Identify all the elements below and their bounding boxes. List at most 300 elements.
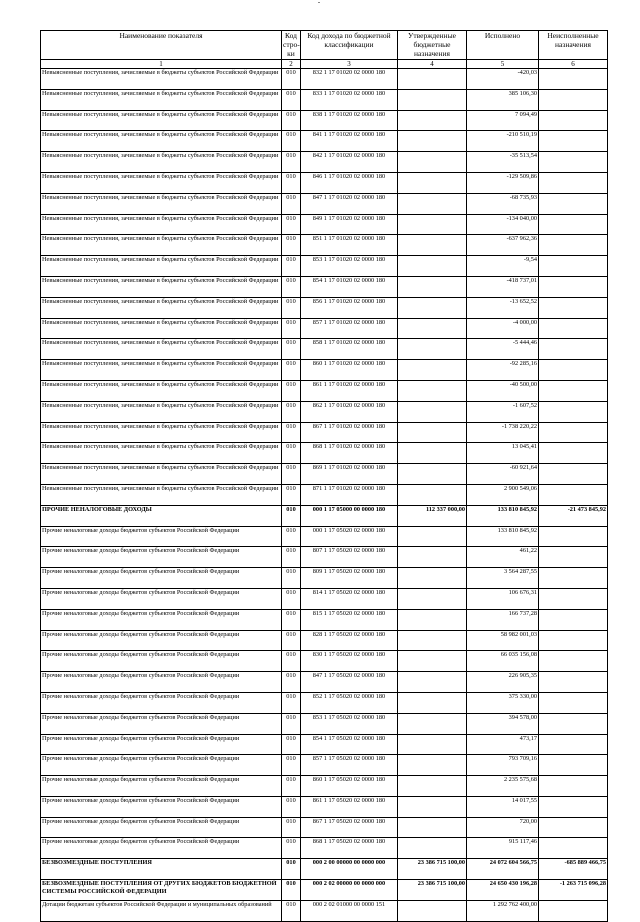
line-code-cell: 010 [282,401,301,422]
income-code-cell: 861 1 17 05020 02 0000 180 [301,796,398,817]
unexecuted-amount-cell [539,630,608,651]
line-code-cell: 010 [282,276,301,297]
approved-amount-cell [398,401,467,422]
line-code-cell: 010 [282,880,301,901]
line-code-cell: 010 [282,131,301,152]
table-row [41,235,608,256]
approved-amount-cell [398,588,467,609]
income-code-cell: 000 2 02 00000 00 0000 000 [301,880,398,901]
line-code-cell: 010 [282,838,301,859]
indicator-name-cell: Прочие неналоговые доходы бюджетов субъектов Российской Федерации [41,568,282,589]
line-code-cell: 010 [282,464,301,485]
line-code-cell: 010 [282,651,301,672]
unexecuted-amount-cell: -685 889 466,75 [539,859,608,880]
executed-amount-cell: 66 035 156,08 [467,651,539,672]
approved-amount-cell [398,734,467,755]
indicator-name-cell: Прочие неналоговые доходы бюджетов субъектов Российской Федерации [41,630,282,651]
income-code-cell: 867 1 17 05020 02 0000 180 [301,817,398,838]
unexecuted-amount-cell [539,235,608,256]
table-row [41,734,608,755]
executed-amount-cell: -134 040,00 [467,214,539,235]
approved-amount-cell [398,339,467,360]
income-code-cell: 841 1 17 01020 02 0000 180 [301,131,398,152]
table-row [41,380,608,401]
income-code-cell: 860 1 17 01020 02 0000 180 [301,360,398,381]
approved-amount-cell [398,380,467,401]
column-number: 3 [301,60,398,69]
indicator-name-cell: Невыясненные поступления, зачисляемые в бюджеты субъектов Российской Федерации [41,443,282,464]
income-code-cell: 815 1 17 05020 02 0000 180 [301,609,398,630]
table-row [41,526,608,547]
table-row [41,360,608,381]
executed-amount-cell: 24 650 430 196,28 [467,880,539,901]
executed-amount-cell: -9,54 [467,256,539,277]
approved-amount-cell [398,796,467,817]
header-row [41,31,608,60]
column-number-row [41,60,608,69]
executed-amount-cell: -210 510,19 [467,131,539,152]
indicator-name-cell: Прочие неналоговые доходы бюджетов субъектов Российской Федерации [41,692,282,713]
executed-amount-cell: 720,00 [467,817,539,838]
indicator-name-cell: Невыясненные поступления, зачисляемые в бюджеты субъектов Российской Федерации [41,318,282,339]
unexecuted-amount-cell [539,89,608,110]
income-code-cell: 871 1 17 01020 02 0000 180 [301,484,398,505]
unexecuted-amount-cell [539,734,608,755]
executed-amount-cell: -92 285,16 [467,360,539,381]
indicator-name-cell: Прочие неналоговые доходы бюджетов субъектов Российской Федерации [41,713,282,734]
income-code-cell: 868 1 17 05020 02 0000 180 [301,838,398,859]
approved-amount-cell [398,526,467,547]
income-code-cell: 854 1 17 05020 02 0000 180 [301,734,398,755]
table-row [41,651,608,672]
unexecuted-amount-cell [539,69,608,90]
line-code-cell: 010 [282,235,301,256]
table-row [41,193,608,214]
executed-amount-cell: 58 982 001,03 [467,630,539,651]
executed-amount-cell: -637 962,36 [467,235,539,256]
col-header-exec: Исполнено [467,31,539,60]
approved-amount-cell: 23 386 715 100,00 [398,859,467,880]
executed-amount-cell: 473,17 [467,734,539,755]
approved-amount-cell [398,235,467,256]
indicator-name-cell: БЕЗВОЗМЕЗДНЫЕ ПОСТУПЛЕНИЯ [41,859,282,880]
approved-amount-cell [398,630,467,651]
line-code-cell: 010 [282,568,301,589]
approved-amount-cell [398,443,467,464]
executed-amount-cell: -418 737,01 [467,276,539,297]
indicator-name-cell: Невыясненные поступления, зачисляемые в бюджеты субъектов Российской Федерации [41,380,282,401]
income-code-cell: 807 1 17 05020 02 0000 180 [301,547,398,568]
executed-amount-cell: 461,22 [467,547,539,568]
indicator-name-cell: Прочие неналоговые доходы бюджетов субъектов Российской Федерации [41,609,282,630]
executed-amount-cell: 915 117,46 [467,838,539,859]
table-row [41,318,608,339]
unexecuted-amount-cell [539,152,608,173]
approved-amount-cell: 112 337 000,00 [398,505,467,526]
income-code-cell: 867 1 17 01020 02 0000 180 [301,422,398,443]
approved-amount-cell [398,214,467,235]
table-row [41,69,608,90]
line-code-cell: 010 [282,713,301,734]
executed-amount-cell: 24 072 604 566,75 [467,859,539,880]
line-code-cell: 010 [282,152,301,173]
table-row [41,339,608,360]
indicator-name-cell: Невыясненные поступления, зачисляемые в бюджеты субъектов Российской Федерации [41,464,282,485]
income-code-cell: 846 1 17 01020 02 0000 180 [301,172,398,193]
income-code-cell: 853 1 17 01020 02 0000 180 [301,256,398,277]
table-row [41,505,608,526]
income-code-cell: 862 1 17 01020 02 0000 180 [301,401,398,422]
approved-amount-cell [398,69,467,90]
table-row [41,817,608,838]
line-code-cell: 010 [282,672,301,693]
income-code-cell: 852 1 17 05020 02 0000 180 [301,692,398,713]
unexecuted-amount-cell [539,422,608,443]
income-code-cell: 856 1 17 01020 02 0000 180 [301,297,398,318]
table-row [41,692,608,713]
income-code-cell: 853 1 17 05020 02 0000 180 [301,713,398,734]
executed-amount-cell: 793 709,16 [467,755,539,776]
approved-amount-cell [398,713,467,734]
unexecuted-amount-cell [539,568,608,589]
indicator-name-cell: Дотации бюджетам субъектов Российской Федерации и муниципальных образований [41,900,282,921]
approved-amount-cell [398,256,467,277]
table-row [41,713,608,734]
executed-amount-cell: 166 737,28 [467,609,539,630]
indicator-name-cell: Прочие неналоговые доходы бюджетов субъектов Российской Федерации [41,755,282,776]
col-header-code: Код стро-ки [283,31,300,58]
line-code-cell: 010 [282,422,301,443]
approved-amount-cell [398,568,467,589]
indicator-name-cell: ПРОЧИЕ НЕНАЛОГОВЫЕ ДОХОДЫ [41,505,282,526]
table-row [41,630,608,651]
line-code-cell: 010 [282,380,301,401]
column-number: 2 [282,60,301,69]
table-row [41,588,608,609]
unexecuted-amount-cell [539,796,608,817]
unexecuted-amount-cell [539,297,608,318]
budget-report-table [40,30,608,922]
table-row [41,443,608,464]
unexecuted-amount-cell [539,755,608,776]
executed-amount-cell: 1 292 762 400,00 [467,900,539,921]
line-code-cell: 010 [282,339,301,360]
executed-amount-cell: 2 235 575,68 [467,776,539,797]
table-row [41,401,608,422]
column-number: 5 [467,60,539,69]
unexecuted-amount-cell [539,214,608,235]
unexecuted-amount-cell [539,256,608,277]
income-code-cell: 847 1 17 01020 02 0000 180 [301,193,398,214]
line-code-cell: 010 [282,588,301,609]
line-code-cell: 010 [282,214,301,235]
indicator-name-cell: Невыясненные поступления, зачисляемые в бюджеты субъектов Российской Федерации [41,256,282,277]
executed-amount-cell: 3 564 287,55 [467,568,539,589]
executed-amount-cell: -40 500,00 [467,380,539,401]
approved-amount-cell [398,651,467,672]
indicator-name-cell: Невыясненные поступления, зачисляемые в бюджеты субъектов Российской Федерации [41,131,282,152]
unexecuted-amount-cell: -1 263 715 096,28 [539,880,608,901]
indicator-name-cell: Невыясненные поступления, зачисляемые в бюджеты субъектов Российской Федерации [41,360,282,381]
income-code-cell: 828 1 17 05020 02 0000 180 [301,630,398,651]
income-code-cell: 830 1 17 05020 02 0000 180 [301,651,398,672]
indicator-name-cell: Невыясненные поступления, зачисляемые в бюджеты субъектов Российской Федерации [41,297,282,318]
table-body [41,60,608,922]
table-row [41,422,608,443]
indicator-name-cell: Прочие неналоговые доходы бюджетов субъектов Российской Федерации [41,838,282,859]
line-code-cell: 010 [282,755,301,776]
approved-amount-cell [398,193,467,214]
executed-amount-cell: 2 900 549,06 [467,484,539,505]
line-code-cell: 010 [282,692,301,713]
income-code-cell: 861 1 17 01020 02 0000 180 [301,380,398,401]
table-row [41,152,608,173]
table-row [41,276,608,297]
approved-amount-cell [398,609,467,630]
income-code-cell: 000 2 02 01000 00 0000 151 [301,900,398,921]
income-code-cell: 857 1 17 01020 02 0000 180 [301,318,398,339]
indicator-name-cell: Невыясненные поступления, зачисляемые в бюджеты субъектов Российской Федерации [41,89,282,110]
line-code-cell: 010 [282,817,301,838]
unexecuted-amount-cell [539,838,608,859]
unexecuted-amount-cell [539,360,608,381]
line-code-cell: 010 [282,900,301,921]
approved-amount-cell [398,152,467,173]
table-row [41,859,608,880]
indicator-name-cell: Прочие неналоговые доходы бюджетов субъектов Российской Федерации [41,796,282,817]
unexecuted-amount-cell [539,776,608,797]
unexecuted-amount-cell [539,651,608,672]
col-header-plan: Утвержденные бюджетные назначения [398,31,467,60]
income-code-cell: 849 1 17 01020 02 0000 180 [301,214,398,235]
approved-amount-cell [398,692,467,713]
table-row [41,131,608,152]
unexecuted-amount-cell [539,609,608,630]
executed-amount-cell: -1 738 220,22 [467,422,539,443]
executed-amount-cell: -1 607,52 [467,401,539,422]
income-code-cell: 838 1 17 01020 02 0000 180 [301,110,398,131]
income-code-cell: 842 1 17 01020 02 0000 180 [301,152,398,173]
income-code-cell: 860 1 17 05020 02 0000 180 [301,776,398,797]
executed-amount-cell: -13 652,52 [467,297,539,318]
unexecuted-amount-cell [539,547,608,568]
indicator-name-cell: Невыясненные поступления, зачисляемые в бюджеты субъектов Российской Федерации [41,214,282,235]
approved-amount-cell [398,838,467,859]
indicator-name-cell: Невыясненные поступления, зачисляемые в бюджеты субъектов Российской Федерации [41,422,282,443]
line-code-cell: 010 [282,360,301,381]
approved-amount-cell [398,276,467,297]
unexecuted-amount-cell: -21 473 845,92 [539,505,608,526]
executed-amount-cell: 385 106,30 [467,89,539,110]
approved-amount-cell [398,422,467,443]
executed-amount-cell: 133 810 845,92 [467,505,539,526]
indicator-name-cell: Невыясненные поступления, зачисляемые в бюджеты субъектов Российской Федерации [41,401,282,422]
indicator-name-cell: Невыясненные поступления, зачисляемые в бюджеты субъектов Российской Федерации [41,110,282,131]
executed-amount-cell: -5 444,46 [467,339,539,360]
approved-amount-cell [398,297,467,318]
table-row [41,755,608,776]
executed-amount-cell: -129 509,86 [467,172,539,193]
unexecuted-amount-cell [539,276,608,297]
indicator-name-cell: Невыясненные поступления, зачисляемые в бюджеты субъектов Российской Федерации [41,484,282,505]
line-code-cell: 010 [282,776,301,797]
income-code-cell: 000 2 00 00000 00 0000 000 [301,859,398,880]
approved-amount-cell [398,755,467,776]
approved-amount-cell [398,484,467,505]
table-row [41,547,608,568]
line-code-cell: 010 [282,69,301,90]
indicator-name-cell: Невыясненные поступления, зачисляемые в бюджеты субъектов Российской Федерации [41,152,282,173]
table-row [41,214,608,235]
approved-amount-cell: 23 386 715 100,00 [398,880,467,901]
approved-amount-cell [398,360,467,381]
income-code-cell: 858 1 17 01020 02 0000 180 [301,339,398,360]
unexecuted-amount-cell [539,526,608,547]
unexecuted-amount-cell [539,484,608,505]
indicator-name-cell: Невыясненные поступления, зачисляемые в бюджеты субъектов Российской Федерации [41,339,282,360]
line-code-cell: 010 [282,547,301,568]
approved-amount-cell [398,131,467,152]
line-code-cell: 010 [282,318,301,339]
table-row [41,672,608,693]
executed-amount-cell: -68 735,93 [467,193,539,214]
column-number: 6 [539,60,608,69]
approved-amount-cell [398,672,467,693]
indicator-name-cell: Прочие неналоговые доходы бюджетов субъектов Российской Федерации [41,776,282,797]
indicator-name-cell: Прочие неналоговые доходы бюджетов субъектов Российской Федерации [41,651,282,672]
indicator-name-cell: БЕЗВОЗМЕЗДНЫЕ ПОСТУПЛЕНИЯ ОТ ДРУГИХ БЮДЖЕТОВ БЮДЖЕТНОЙ СИСТЕМЫ РОССИЙСКОЙ ФЕДЕРАЦИИ [41,880,282,901]
executed-amount-cell: 226 905,35 [467,672,539,693]
income-code-cell: 868 1 17 01020 02 0000 180 [301,443,398,464]
unexecuted-amount-cell [539,713,608,734]
executed-amount-cell: -35 513,54 [467,152,539,173]
unexecuted-amount-cell [539,692,608,713]
line-code-cell: 010 [282,609,301,630]
indicator-name-cell: Прочие неналоговые доходы бюджетов субъектов Российской Федерации [41,547,282,568]
unexecuted-amount-cell [539,672,608,693]
approved-amount-cell [398,318,467,339]
unexecuted-amount-cell [539,339,608,360]
income-code-cell: 000 1 17 05020 02 0000 180 [301,526,398,547]
table-row [41,172,608,193]
approved-amount-cell [398,547,467,568]
indicator-name-cell: Невыясненные поступления, зачисляемые в бюджеты субъектов Российской Федерации [41,172,282,193]
line-code-cell: 010 [282,734,301,755]
approved-amount-cell [398,464,467,485]
income-code-cell: 833 1 17 01020 02 0000 180 [301,89,398,110]
indicator-name-cell: Прочие неналоговые доходы бюджетов субъектов Российской Федерации [41,734,282,755]
indicator-name-cell: Прочие неналоговые доходы бюджетов субъектов Российской Федерации [41,817,282,838]
line-code-cell: 010 [282,526,301,547]
col-header-kbk: Код дохода по бюджетной классификации [301,31,398,60]
column-number: 4 [398,60,467,69]
line-code-cell: 010 [282,172,301,193]
unexecuted-amount-cell [539,193,608,214]
indicator-name-cell: Невыясненные поступления, зачисляемые в бюджеты субъектов Российской Федерации [41,193,282,214]
unexecuted-amount-cell [539,588,608,609]
table-row [41,838,608,859]
col-header-name: Наименование показателя [41,31,282,60]
unexecuted-amount-cell [539,131,608,152]
unexecuted-amount-cell [539,110,608,131]
unexecuted-amount-cell [539,817,608,838]
table-row [41,89,608,110]
line-code-cell: 010 [282,484,301,505]
unexecuted-amount-cell [539,464,608,485]
col-header-rest: Неисполненные назначения [539,31,608,60]
line-code-cell: 010 [282,110,301,131]
table-row [41,110,608,131]
line-code-cell: 010 [282,859,301,880]
executed-amount-cell: 106 676,31 [467,588,539,609]
table-row [41,776,608,797]
income-code-cell: 809 1 17 05020 02 0000 180 [301,568,398,589]
approved-amount-cell [398,89,467,110]
executed-amount-cell: 13 045,41 [467,443,539,464]
executed-amount-cell: 375 330,00 [467,692,539,713]
income-code-cell: 857 1 17 05020 02 0000 180 [301,755,398,776]
unexecuted-amount-cell [539,172,608,193]
unexecuted-amount-cell [539,900,608,921]
executed-amount-cell: 7 094,49 [467,110,539,131]
indicator-name-cell: Невыясненные поступления, зачисляемые в бюджеты субъектов Российской Федерации [41,276,282,297]
line-code-cell: 010 [282,193,301,214]
indicator-name-cell: Прочие неналоговые доходы бюджетов субъектов Российской Федерации [41,526,282,547]
unexecuted-amount-cell [539,318,608,339]
table-row [41,609,608,630]
approved-amount-cell [398,172,467,193]
line-code-cell: 010 [282,630,301,651]
table-row [41,568,608,589]
income-code-cell: 000 1 17 05000 00 0000 180 [301,505,398,526]
line-code-cell: 010 [282,256,301,277]
income-code-cell: 814 1 17 05020 02 0000 180 [301,588,398,609]
approved-amount-cell [398,817,467,838]
income-code-cell: 847 1 17 05020 02 0000 180 [301,672,398,693]
executed-amount-cell: 133 810 845,92 [467,526,539,547]
executed-amount-cell: 14 017,55 [467,796,539,817]
income-code-cell: 851 1 17 01020 02 0000 180 [301,235,398,256]
approved-amount-cell [398,110,467,131]
indicator-name-cell: Невыясненные поступления, зачисляемые в бюджеты субъектов Российской Федерации [41,235,282,256]
executed-amount-cell: -4 000,00 [467,318,539,339]
line-code-cell: 010 [282,443,301,464]
table-row [41,484,608,505]
executed-amount-cell: -420,03 [467,69,539,90]
line-code-cell: 010 [282,796,301,817]
unexecuted-amount-cell [539,443,608,464]
indicator-name-cell: Невыясненные поступления, зачисляемые в бюджеты субъектов Российской Федерации [41,69,282,90]
unexecuted-amount-cell [539,401,608,422]
indicator-name-cell: Прочие неналоговые доходы бюджетов субъектов Российской Федерации [41,672,282,693]
executed-amount-cell: 394 578,00 [467,713,539,734]
table-row [41,796,608,817]
executed-amount-cell: -60 921,64 [467,464,539,485]
indicator-name-cell: Прочие неналоговые доходы бюджетов субъектов Российской Федерации [41,588,282,609]
income-code-cell: 832 1 17 01020 02 0000 180 [301,69,398,90]
line-code-cell: 010 [282,505,301,526]
unexecuted-amount-cell [539,380,608,401]
approved-amount-cell [398,776,467,797]
line-code-cell: 010 [282,297,301,318]
line-code-cell: 010 [282,89,301,110]
column-number: 1 [41,60,282,69]
income-code-cell: 854 1 17 01020 02 0000 180 [301,276,398,297]
income-code-cell: 869 1 17 01020 02 0000 180 [301,464,398,485]
table-row [41,297,608,318]
table-row [41,464,608,485]
table-row [41,900,608,921]
